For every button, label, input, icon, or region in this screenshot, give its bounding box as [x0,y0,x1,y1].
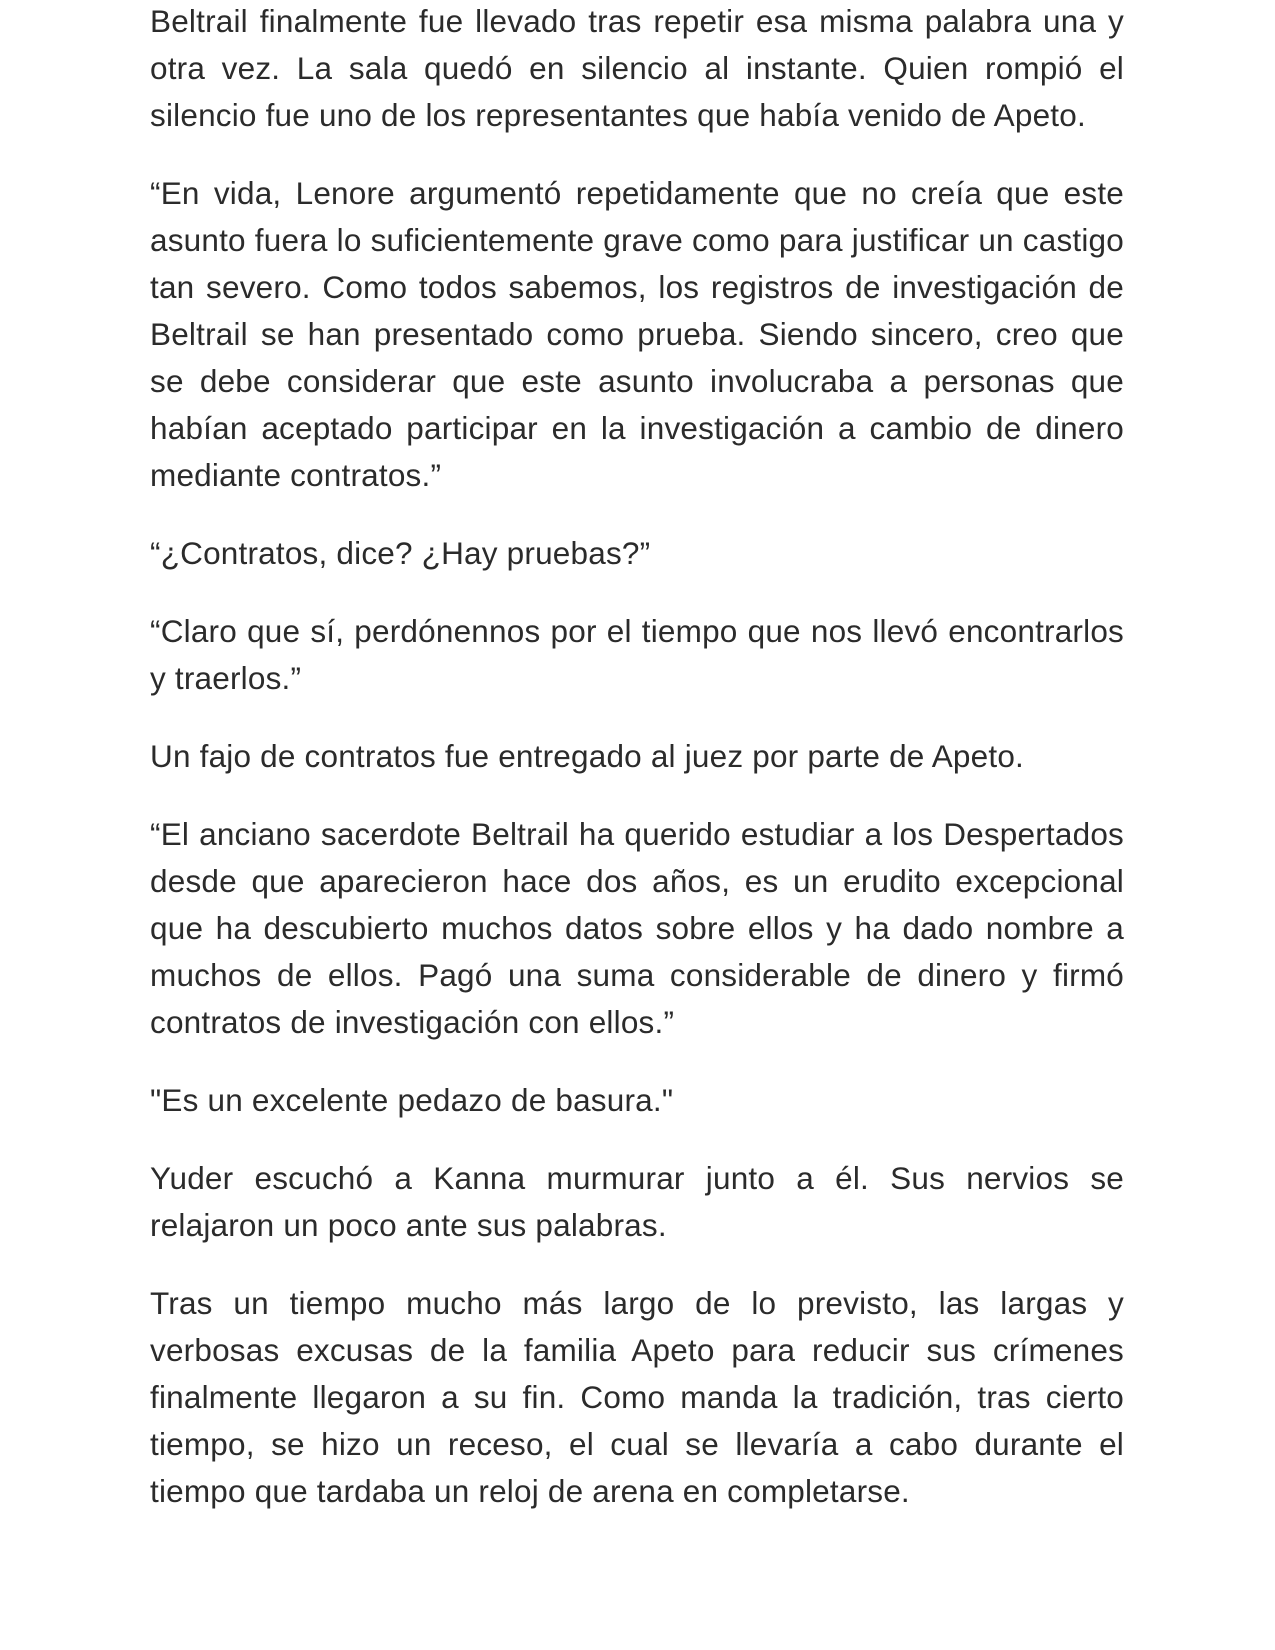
paragraph-1: Beltrail finalmente fue llevado tras repetir esa misma palabra una y otra vez. La sala quedó en silencio al instante. Quien rompió el silencio fue uno de los representantes que había venido de Apeto. [150,3,1124,133]
paragraph-2: “En vida, Lenore argumentó repetidamente que no creía que este asunto fuera lo suficientemente grave como para justificar un castigo tan severo. Como todos sabemos, los registros de investigación de Beltrail se han presentado como prueba. Siendo sincero, creo que se debe considerar que este asunto involucraba a personas que habían aceptado participar en la investigación a cambio de dinero mediante contratos.” [150,175,1124,493]
document-page [150,0,1124,1546]
paragraph-7: "Es un excelente pedazo de basura." [150,1082,674,1118]
paragraph-3: “¿Contratos, dice? ¿Hay pruebas?” [150,535,651,571]
paragraph-8: Yuder escuchó a Kanna murmurar junto a él. Sus nervios se relajaron un poco ante sus palabras. [150,1160,1124,1243]
paragraph-4: “Claro que sí, perdónennos por el tiempo que nos llevó encontrarlos y traerlos.” [150,613,1124,696]
paragraph-5: Un fajo de contratos fue entregado al juez por parte de Apeto. [150,738,1024,774]
paragraph-9: Tras un tiempo mucho más largo de lo previsto, las largas y verbosas excusas de la familia Apeto para reducir sus crímenes finalmente llegaron a su fin. Como manda la tradición, tras cierto tiempo, se hizo un receso, el cual se llevaría a cabo durante el tiempo que tardaba un reloj de arena en completarse. [150,1285,1124,1509]
paragraph-6: “El anciano sacerdote Beltrail ha querido estudiar a los Despertados desde que aparecieron hace dos años, es un erudito excepcional que ha descubierto muchos datos sobre ellos y ha dado nombre a muchos de ellos. Pagó una suma considerable de dinero y firmó contratos de investigación con ellos.” [150,816,1124,1040]
